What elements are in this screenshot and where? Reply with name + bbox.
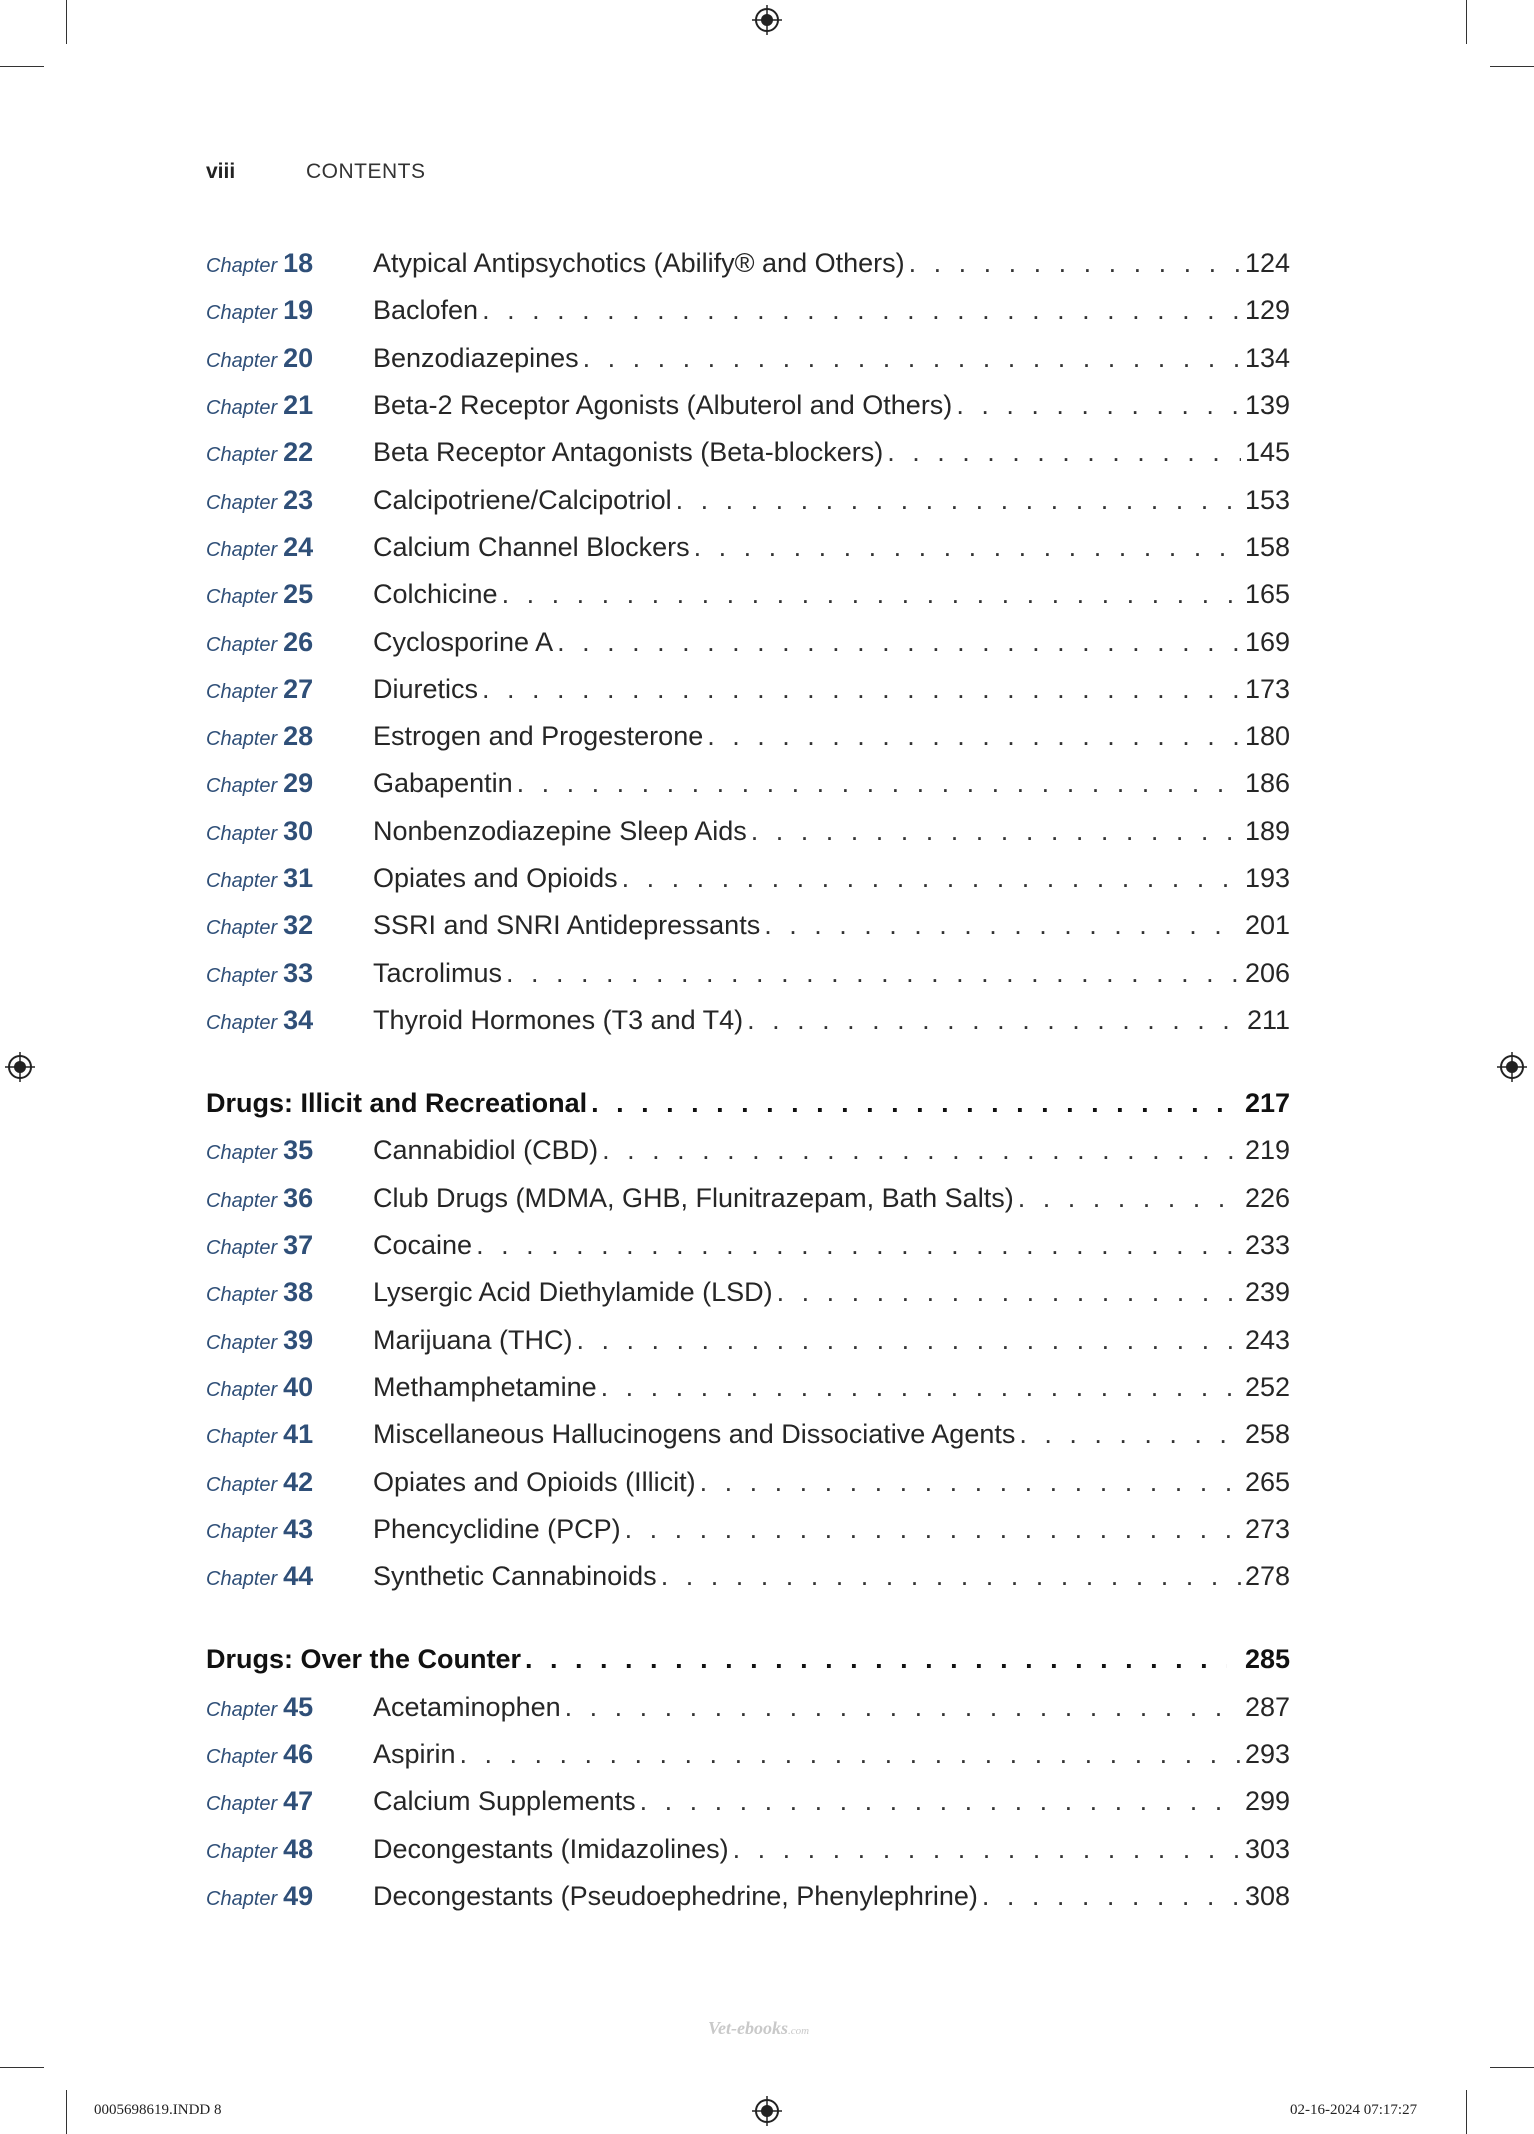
toc-entry <box>206 1506 1290 1553</box>
chapter-number: 26 <box>283 626 314 657</box>
entry-line <box>373 1692 1290 1723</box>
toc-entry <box>206 713 1290 760</box>
chapter-number: 44 <box>283 1561 314 1592</box>
chapter-title: Gabapentin <box>373 768 513 799</box>
chapter-label <box>206 1230 373 1261</box>
entry-line <box>373 343 1290 374</box>
dot-leader <box>482 674 1241 705</box>
page-ref: 211 <box>1246 1004 1290 1035</box>
chapter-label <box>206 390 373 421</box>
chapter-number: 39 <box>283 1324 314 1355</box>
entry-line <box>373 532 1290 563</box>
dot-leader <box>525 1644 1227 1675</box>
entry-line <box>373 674 1290 705</box>
chapter-title: Lysergic Acid Diethylamide (LSD) <box>373 1277 773 1308</box>
section-heading <box>206 1636 1290 1683</box>
dot-leader <box>640 1786 1241 1817</box>
page-ref: 206 <box>1244 957 1290 988</box>
chapter-number: 47 <box>283 1786 314 1817</box>
chapter-label <box>206 343 373 374</box>
page-ref: 278 <box>1244 1561 1290 1592</box>
page-ref: 258 <box>1244 1419 1290 1450</box>
chapter-label <box>206 1372 373 1403</box>
chapter-label <box>206 1739 373 1770</box>
chapter-number: 20 <box>283 342 314 373</box>
page-ref: 287 <box>1244 1691 1290 1722</box>
entry-line <box>373 721 1290 752</box>
entry-line <box>373 1514 1290 1545</box>
chapter-number: 24 <box>283 531 314 562</box>
page-ref: 134 <box>1244 342 1290 373</box>
chapter-number: 27 <box>283 673 314 704</box>
entry-line <box>373 1277 1290 1308</box>
chapter-word: Chapter <box>206 1237 278 1260</box>
toc-entry <box>206 1458 1290 1505</box>
chapter-title: Estrogen and Progesterone <box>373 721 704 752</box>
chapter-word: Chapter <box>206 538 278 561</box>
chapter-title: Acetaminophen <box>373 1691 561 1722</box>
chapter-label <box>206 1514 373 1545</box>
toc-entry <box>206 571 1290 618</box>
chapter-number: 19 <box>283 295 314 326</box>
chapter-word: Chapter <box>206 586 278 609</box>
entry-line <box>373 863 1290 894</box>
chapter-word: Chapter <box>206 1473 278 1496</box>
chapter-number: 37 <box>283 1230 314 1261</box>
dot-leader <box>777 1277 1241 1308</box>
toc-entry <box>206 524 1290 571</box>
dot-leader <box>747 1005 1243 1036</box>
chapter-word: Chapter <box>206 1331 278 1354</box>
entry-line <box>373 1561 1290 1592</box>
chapter-label <box>206 1881 373 1912</box>
dot-leader <box>909 248 1241 279</box>
chapter-label <box>206 1183 373 1214</box>
entry-line <box>373 958 1290 989</box>
toc-entry <box>206 335 1290 382</box>
chapter-number: 43 <box>283 1513 314 1544</box>
crop-mark <box>1490 2067 1534 2068</box>
chapter-word: Chapter <box>206 775 278 798</box>
chapter-label <box>206 532 373 563</box>
entry-line <box>373 1467 1290 1498</box>
chapter-word: Chapter <box>206 680 278 703</box>
chapter-label <box>206 1834 373 1865</box>
chapter-number: 38 <box>283 1277 314 1308</box>
page-ref: 293 <box>1244 1739 1290 1770</box>
entry-line <box>373 1881 1290 1912</box>
entry-line <box>373 910 1290 941</box>
chapter-word: Chapter <box>206 349 278 372</box>
chapter-title: Tacrolimus <box>373 957 503 988</box>
chapter-title: Cyclosporine A <box>373 626 554 657</box>
toc-entry <box>206 287 1290 334</box>
chapter-label <box>206 1786 373 1817</box>
toc-entry <box>206 1175 1290 1222</box>
registration-mark-icon <box>752 2096 782 2126</box>
page-ref: 165 <box>1244 579 1290 610</box>
chapter-number: 35 <box>283 1135 314 1166</box>
page-ref: 193 <box>1244 863 1290 893</box>
dot-leader <box>591 1088 1227 1119</box>
chapter-label <box>206 1561 373 1592</box>
entry-line <box>373 579 1290 610</box>
page-ref: 139 <box>1244 390 1290 421</box>
crop-mark <box>1466 0 1467 44</box>
dot-leader <box>676 485 1241 516</box>
entry-line <box>373 1372 1290 1403</box>
chapter-title: Phencyclidine (PCP) <box>373 1513 621 1544</box>
chapter-number: 32 <box>283 910 314 941</box>
chapter-title: Methamphetamine <box>373 1371 597 1402</box>
chapter-number: 48 <box>283 1833 314 1864</box>
toc-entry <box>206 997 1290 1044</box>
page-ref: 186 <box>1244 768 1290 799</box>
dot-leader <box>476 1230 1241 1261</box>
chapter-title: Opiates and Opioids <box>373 863 618 893</box>
chapter-word: Chapter <box>206 397 278 420</box>
chapter-word: Chapter <box>206 444 278 467</box>
chapter-label <box>206 295 373 326</box>
page-ref: 239 <box>1244 1277 1290 1308</box>
entry-line <box>373 485 1290 516</box>
chapter-word: Chapter <box>206 1142 278 1165</box>
chapter-word: Chapter <box>206 1840 278 1863</box>
page-ref: 265 <box>1244 1466 1290 1497</box>
page-ref: 129 <box>1244 295 1290 326</box>
chapter-word: Chapter <box>206 917 278 940</box>
chapter-title: Calcium Supplements <box>373 1786 636 1817</box>
chapter-word: Chapter <box>206 255 278 278</box>
print-timestamp: 02-16-2024 07:17:27 <box>1290 2102 1418 2118</box>
chapter-label <box>206 437 373 468</box>
dot-leader <box>517 768 1241 799</box>
toc-entry <box>206 1222 1290 1269</box>
chapter-label <box>206 721 373 752</box>
chapter-label <box>206 1005 373 1036</box>
toc-entry <box>206 949 1290 996</box>
toc-entry <box>206 382 1290 429</box>
dot-leader <box>625 1514 1241 1545</box>
toc-entry <box>206 476 1290 523</box>
chapter-title: Thyroid Hormones (T3 and T4) <box>373 1004 744 1035</box>
toc-entry <box>206 808 1290 855</box>
chapter-number: 36 <box>283 1182 314 1213</box>
chapter-title: Beta Receptor Antagonists (Beta-blockers) <box>373 437 884 468</box>
entry-line <box>373 1419 1290 1450</box>
toc-entry <box>206 902 1290 949</box>
page-ref: 273 <box>1244 1513 1290 1544</box>
chapter-word: Chapter <box>206 728 278 751</box>
toc-entry <box>206 1269 1290 1316</box>
chapter-label <box>206 674 373 705</box>
toc-entry <box>206 760 1290 807</box>
chapter-title: Colchicine <box>373 579 498 610</box>
crop-mark <box>66 2090 67 2134</box>
dot-leader <box>1018 1183 1241 1214</box>
chapter-label <box>206 1692 373 1723</box>
entry-line <box>373 816 1290 847</box>
toc-entry <box>206 618 1290 665</box>
chapter-label <box>206 910 373 941</box>
entry-line <box>373 390 1290 421</box>
chapter-word: Chapter <box>206 1746 278 1769</box>
section-heading <box>206 1080 1290 1127</box>
table-of-contents <box>206 240 1290 1920</box>
section-title: Drugs: Over the Counter <box>206 1644 522 1675</box>
chapter-label <box>206 863 373 894</box>
toc-entry <box>206 1411 1290 1458</box>
file-slug: 0005698619.INDD 8 <box>94 2102 222 2118</box>
dot-leader <box>1019 1419 1241 1450</box>
dot-leader <box>460 1739 1241 1770</box>
registration-mark-icon <box>1497 1052 1527 1082</box>
entry-line <box>373 1325 1290 1356</box>
chapter-title: Miscellaneous Hallucinogens and Dissociative Agents <box>373 1419 1016 1450</box>
chapter-word: Chapter <box>206 491 278 514</box>
dot-leader <box>502 579 1241 610</box>
chapter-title: Calcium Channel Blockers <box>373 531 690 562</box>
section-title: Drugs: Illicit and Recreational <box>206 1088 588 1119</box>
chapter-word: Chapter <box>206 964 278 987</box>
registration-mark-icon <box>5 1052 35 1082</box>
dot-leader <box>602 1135 1241 1166</box>
page-number: viii <box>206 160 236 183</box>
dot-leader <box>583 343 1241 374</box>
crop-mark <box>1490 66 1534 67</box>
dot-leader <box>565 1692 1241 1723</box>
entry-line <box>373 1230 1290 1261</box>
dot-leader <box>577 1325 1241 1356</box>
page-ref: 308 <box>1244 1880 1290 1911</box>
chapter-word: Chapter <box>206 1189 278 1212</box>
chapter-label <box>206 627 373 658</box>
chapter-title: Synthetic Cannabinoids <box>373 1561 657 1592</box>
chapter-label <box>206 1135 373 1166</box>
chapter-title: Marijuana (THC) <box>373 1324 573 1355</box>
chapter-number: 30 <box>283 815 314 846</box>
page-ref: 303 <box>1244 1833 1290 1864</box>
chapter-title: Decongestants (Pseudoephedrine, Phenylephrine) <box>373 1880 978 1911</box>
chapter-label <box>206 958 373 989</box>
crop-mark <box>1466 2090 1467 2134</box>
toc-entry <box>206 1684 1290 1731</box>
chapter-label <box>206 1325 373 1356</box>
chapter-number: 49 <box>283 1880 314 1911</box>
chapter-title: Diuretics <box>373 673 479 704</box>
chapter-number: 29 <box>283 768 314 799</box>
entry-line <box>373 1739 1290 1770</box>
crop-mark <box>66 0 67 44</box>
chapter-label <box>206 579 373 610</box>
dot-leader <box>622 863 1241 894</box>
page-ref: 145 <box>1244 437 1290 468</box>
dot-leader <box>557 627 1241 658</box>
page-ref: 243 <box>1244 1324 1290 1355</box>
page-ref: 158 <box>1244 531 1290 562</box>
chapter-number: 21 <box>283 390 314 421</box>
chapter-number: 28 <box>283 721 314 752</box>
toc-entry <box>206 1317 1290 1364</box>
chapter-number: 31 <box>283 863 314 893</box>
dot-leader <box>707 721 1241 752</box>
running-head: CONTENTS <box>306 160 426 183</box>
chapter-number: 22 <box>283 437 314 468</box>
chapter-word: Chapter <box>206 870 278 892</box>
toc-entry <box>206 1553 1290 1600</box>
chapter-number: 45 <box>283 1691 314 1722</box>
entry-line <box>373 768 1290 799</box>
page-ref: 169 <box>1244 626 1290 657</box>
chapter-word: Chapter <box>206 1698 278 1721</box>
dot-leader <box>506 958 1241 989</box>
chapter-title: Cannabidiol (CBD) <box>373 1135 599 1166</box>
chapter-title: Beta-2 Receptor Agonists (Albuterol and Others) <box>373 390 953 421</box>
chapter-word: Chapter <box>206 1793 278 1816</box>
page-ref: 226 <box>1244 1182 1290 1213</box>
dot-leader <box>982 1881 1241 1912</box>
entry-line <box>373 295 1290 326</box>
watermark-logo: Vet-ebooks.com <box>708 2018 810 2038</box>
page-ref: 219 <box>1244 1135 1290 1166</box>
chapter-number: 33 <box>283 957 314 988</box>
chapter-title: Opiates and Opioids (Illicit) <box>373 1466 696 1497</box>
chapter-word: Chapter <box>206 633 278 656</box>
dot-leader <box>700 1467 1241 1498</box>
chapter-label <box>206 1467 373 1498</box>
entry-line <box>373 1135 1290 1166</box>
toc-entry <box>206 666 1290 713</box>
page-ref: 252 <box>1244 1371 1290 1402</box>
chapter-label <box>206 248 373 279</box>
chapter-title: Benzodiazepines <box>373 342 579 373</box>
toc-entry <box>206 1826 1290 1873</box>
dot-leader <box>694 532 1241 563</box>
entry-line <box>373 1786 1290 1817</box>
toc-entry <box>206 1364 1290 1411</box>
chapter-word: Chapter <box>206 1887 278 1910</box>
running-header <box>206 160 426 190</box>
entry-line <box>373 1183 1290 1214</box>
chapter-number: 42 <box>283 1466 314 1497</box>
chapter-word: Chapter <box>206 1284 278 1307</box>
page-ref: 285 <box>1244 1644 1290 1675</box>
toc-entry <box>206 240 1290 287</box>
toc-entry <box>206 1127 1290 1174</box>
chapter-number: 40 <box>283 1371 314 1402</box>
chapter-title: Cocaine <box>373 1230 473 1261</box>
dot-leader <box>601 1372 1241 1403</box>
chapter-title: Calcipotriene/Calcipotriol <box>373 484 672 515</box>
dot-leader <box>764 910 1241 941</box>
chapter-word: Chapter <box>206 1011 278 1034</box>
toc-entry <box>206 429 1290 476</box>
chapter-label <box>206 1277 373 1308</box>
chapter-number: 18 <box>283 248 314 279</box>
page-ref: 201 <box>1244 910 1290 941</box>
dot-leader <box>956 390 1241 421</box>
chapter-title: Atypical Antipsychotics (Abilify® and Others) <box>373 248 905 279</box>
page-ref: 180 <box>1244 721 1290 752</box>
chapter-number: 46 <box>283 1739 314 1770</box>
registration-mark-icon <box>752 5 782 35</box>
entry-line <box>373 1834 1290 1865</box>
dot-leader <box>661 1561 1241 1592</box>
chapter-number: 34 <box>283 1004 314 1035</box>
chapter-title: Aspirin <box>373 1739 456 1770</box>
chapter-word: Chapter <box>206 1568 278 1591</box>
chapter-word: Chapter <box>206 1520 278 1543</box>
chapter-title: Club Drugs (MDMA, GHB, Flunitrazepam, Bath Salts) <box>373 1182 1014 1213</box>
chapter-number: 25 <box>283 579 314 610</box>
crop-mark <box>0 66 44 67</box>
chapter-number: 41 <box>283 1419 314 1450</box>
chapter-word: Chapter <box>206 1426 278 1449</box>
chapter-word: Chapter <box>206 1378 278 1401</box>
chapter-title: Decongestants (Imidazolines) <box>373 1833 729 1864</box>
page-ref: 299 <box>1244 1786 1290 1817</box>
page-ref: 124 <box>1244 248 1290 279</box>
chapter-label <box>206 1419 373 1450</box>
toc-entry <box>206 1873 1290 1920</box>
entry-line <box>373 1005 1290 1036</box>
page-ref: 233 <box>1244 1230 1290 1261</box>
chapter-word: Chapter <box>206 302 278 325</box>
chapter-label <box>206 485 373 516</box>
toc-entry <box>206 855 1290 902</box>
dot-leader <box>733 1834 1241 1865</box>
page-ref: 189 <box>1244 815 1290 846</box>
dot-leader <box>751 816 1241 847</box>
chapter-title: Baclofen <box>373 295 479 326</box>
toc-entry <box>206 1731 1290 1778</box>
chapter-label <box>206 768 373 799</box>
dot-leader <box>482 295 1241 326</box>
dot-leader <box>887 437 1241 468</box>
chapter-title: SSRI and SNRI Antidepressants <box>373 910 761 941</box>
entry-line <box>373 627 1290 658</box>
page-ref: 153 <box>1244 484 1290 515</box>
page-ref: 217 <box>1244 1088 1290 1119</box>
entry-line <box>373 437 1290 468</box>
entry-line <box>373 248 1290 279</box>
page-ref: 173 <box>1244 673 1290 704</box>
chapter-title: Nonbenzodiazepine Sleep Aids <box>373 815 747 846</box>
chapter-label <box>206 816 373 847</box>
chapter-number: 23 <box>283 484 314 515</box>
crop-mark <box>0 2067 44 2068</box>
toc-entry <box>206 1778 1290 1825</box>
chapter-word: Chapter <box>206 822 278 845</box>
